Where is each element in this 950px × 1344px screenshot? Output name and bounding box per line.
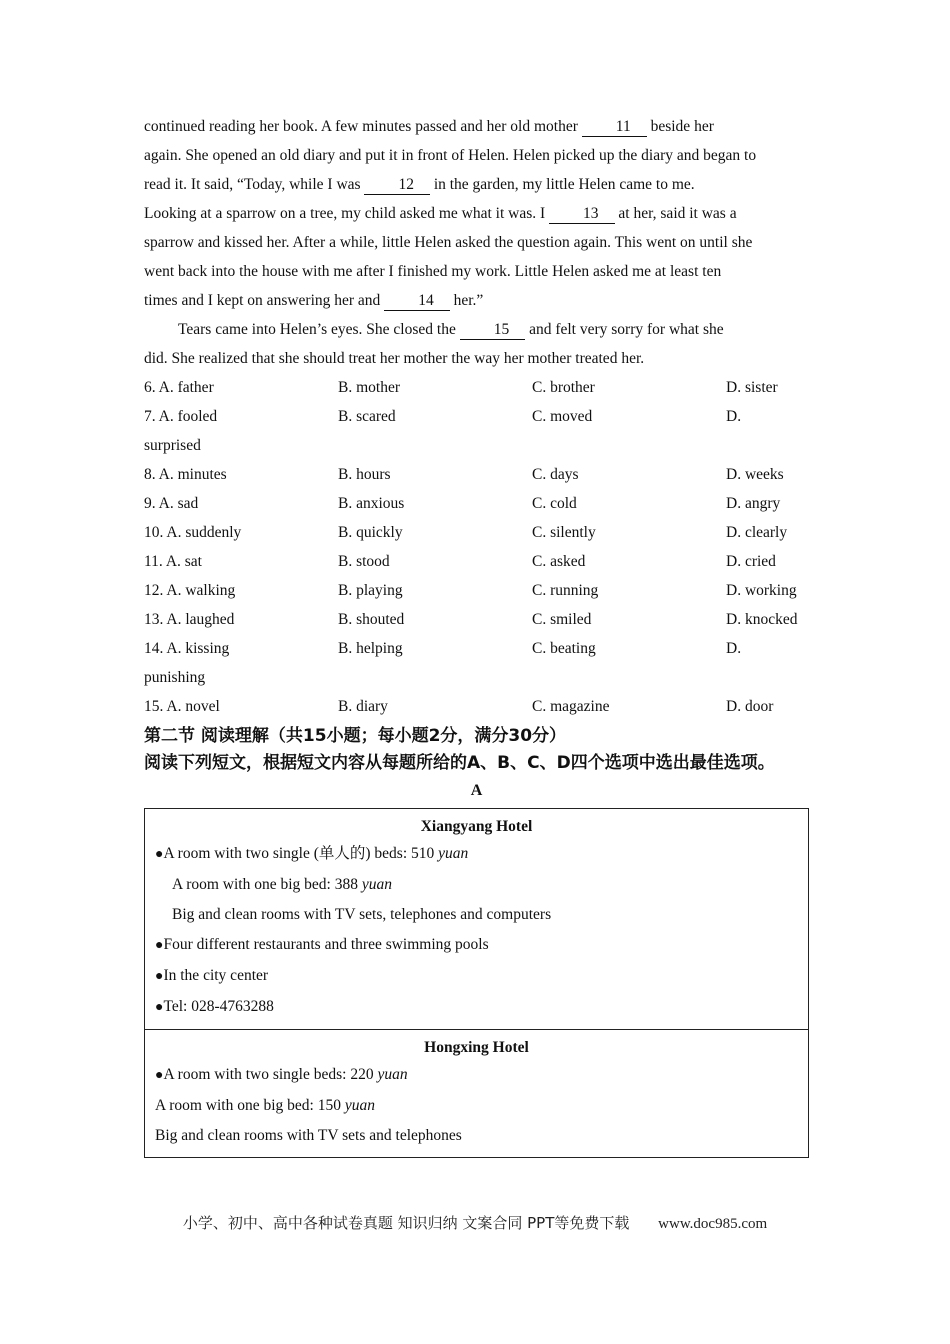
blank-number: 13 <box>549 205 615 224</box>
option-d: D. working <box>726 582 797 599</box>
passage-text: beside her <box>646 118 714 135</box>
bullet-icon: ● <box>155 847 164 862</box>
option-c: C. asked <box>532 553 586 570</box>
hotel-info-line <box>155 1060 798 1091</box>
option-c: C. beating <box>532 640 596 657</box>
option-d-wrapped: surprised <box>144 437 201 454</box>
passage-text: sparrow and kissed her. After a while, little Helen asked the question again. This went on until she <box>144 234 753 251</box>
passage-text: did. She realized that she should treat her mother the way her mother treated her. <box>144 350 645 367</box>
option-a: 7. A. fooled <box>144 408 218 425</box>
option-a: 12. A. walking <box>144 582 236 599</box>
option-b: B. anxious <box>338 495 405 512</box>
option-b: B. quickly <box>338 524 403 541</box>
option-d: D. <box>726 408 742 425</box>
option-a: 13. A. laughed <box>144 611 235 628</box>
option-a: 14. A. kissing <box>144 640 230 657</box>
passage-line <box>144 344 809 373</box>
option-row <box>144 373 809 402</box>
passage-text: continued reading her book. A few minutes passed and her old mother <box>144 118 582 135</box>
currency-unit: yuan <box>438 845 469 862</box>
option-c: C. running <box>532 582 599 599</box>
cloze-passage <box>144 112 809 315</box>
passage-line <box>144 257 809 286</box>
currency-unit: yuan <box>361 876 393 893</box>
passage-text: again. She opened an old diary and put it in front of Helen. Helen picked up the diary and began to <box>144 147 757 164</box>
option-a: 8. A. minutes <box>144 466 227 483</box>
passage-text: and felt very sorry for what she <box>525 321 724 338</box>
hotel-info-line <box>155 1121 798 1151</box>
cloze-passage-paragraph-2 <box>144 315 809 373</box>
option-c: C. brother <box>532 379 595 396</box>
option-b: B. playing <box>338 582 403 599</box>
option-row <box>144 402 809 431</box>
option-d: D. angry <box>726 495 781 512</box>
option-c: C. smiled <box>532 611 592 628</box>
hotel-info-text: A room with two single (单人的) beds: 510 <box>163 845 439 862</box>
bullet-icon: ● <box>155 1068 164 1083</box>
hotel-cell <box>145 809 808 1029</box>
passage-line <box>144 199 809 228</box>
currency-unit: yuan <box>377 1066 408 1083</box>
hotel-info-line <box>155 839 798 870</box>
option-row <box>144 634 809 663</box>
option-c: C. moved <box>532 408 593 425</box>
footer-text: 小学、初中、高中各种试卷真题 知识归纳 文案合同 PPT等免费下载 <box>182 1214 630 1232</box>
blank-number: 15 <box>460 321 526 340</box>
option-row <box>144 547 809 576</box>
option-c: C. silently <box>532 524 596 541</box>
footer-url: www.doc985.com <box>658 1216 768 1232</box>
passage-label: A <box>470 782 483 799</box>
passage-line <box>144 112 809 141</box>
option-a: 6. A. father <box>144 379 214 396</box>
hotel-name: Hongxing Hotel <box>424 1039 529 1056</box>
section-title: 第二节 阅读理解（共15小题；每小题2分，满分30分） <box>144 726 567 746</box>
blank-number: 12 <box>364 176 430 195</box>
hotel-info-line <box>155 870 798 900</box>
hotel-info-text: A room with one big bed: 388 <box>172 876 362 893</box>
passage-line <box>144 315 809 344</box>
hotel-info-line <box>155 961 798 992</box>
option-row <box>144 460 809 489</box>
page-footer <box>0 1210 950 1237</box>
option-a: 11. A. sat <box>144 553 202 570</box>
passage-text: in the garden, my little Helen came to me. <box>429 176 695 193</box>
bullet-icon: ● <box>155 969 164 984</box>
hotel-info-text: A room with one big bed: 150 <box>155 1097 345 1114</box>
option-row <box>144 605 809 634</box>
hotel-cell <box>145 1029 808 1157</box>
option-b: B. helping <box>338 640 403 657</box>
option-row <box>144 518 809 547</box>
passage-text: read it. It said, “Today, while I was <box>144 176 365 193</box>
option-b: B. hours <box>338 466 391 483</box>
option-row <box>144 692 809 721</box>
hotel-info-line <box>155 1091 798 1121</box>
option-d: D. door <box>726 698 774 715</box>
section-instruction: 阅读下列短文，根据短文内容从每题所给的A、B、C、D四个选项中选出最佳选项。 <box>144 753 775 773</box>
passage-line <box>144 286 809 315</box>
passage-line <box>144 141 809 170</box>
option-d: D. sister <box>726 379 778 396</box>
option-row <box>144 489 809 518</box>
hotel-info-line <box>155 992 798 1023</box>
option-b: B. stood <box>338 553 390 570</box>
cloze-options <box>144 373 809 721</box>
passage-text: Looking at a sparrow on a tree, my child asked me what it was. I <box>144 205 550 222</box>
option-b: B. scared <box>338 408 396 425</box>
option-b: B. diary <box>338 698 388 715</box>
bullet-icon: ● <box>155 938 164 953</box>
option-b: B. shouted <box>338 611 405 628</box>
hotel-info-text: Big and clean rooms with TV sets, telephones and computers <box>172 906 552 923</box>
option-d: D. cried <box>726 553 776 570</box>
bullet-icon: ● <box>155 1000 164 1015</box>
passage-line <box>144 228 809 257</box>
hotel-info-text: Tel: 028-4763288 <box>163 998 274 1015</box>
option-row <box>144 576 809 605</box>
hotel-info-line <box>155 900 798 930</box>
currency-unit: yuan <box>344 1097 376 1114</box>
blank-number: 14 <box>384 292 450 311</box>
passage-text: went back into the house with me after I finished my work. Little Helen asked me at least ten <box>144 263 722 280</box>
option-a: 9. A. sad <box>144 495 199 512</box>
option-a: 10. A. suddenly <box>144 524 242 541</box>
passage-text: at her, said it was a <box>614 205 737 222</box>
blank-number: 11 <box>582 118 647 137</box>
option-d: D. weeks <box>726 466 784 483</box>
passage-text: times and I kept on answering her and <box>144 292 385 309</box>
option-c: C. magazine <box>532 698 610 715</box>
hotel-info-text: A room with two single beds: 220 <box>163 1066 378 1083</box>
option-d-wrapped: punishing <box>144 669 206 686</box>
option-d: D. knocked <box>726 611 798 628</box>
passage-line <box>144 170 809 199</box>
option-d: D. <box>726 640 742 657</box>
hotel-table <box>144 808 809 1158</box>
option-a: 15. A. novel <box>144 698 220 715</box>
hotel-info-line <box>155 930 798 961</box>
option-d: D. clearly <box>726 524 788 541</box>
passage-text: Tears came into Helen’s eyes. She closed the <box>178 321 460 338</box>
hotel-info-text: In the city center <box>163 967 269 984</box>
hotel-info-text: Big and clean rooms with TV sets and telephones <box>155 1127 462 1144</box>
hotel-info-text: Four different restaurants and three swimming pools <box>163 936 489 953</box>
option-c: C. cold <box>532 495 577 512</box>
option-c: C. days <box>532 466 579 483</box>
option-b: B. mother <box>338 379 400 396</box>
hotel-name: Xiangyang Hotel <box>420 818 533 835</box>
exam-page <box>144 112 809 1158</box>
passage-text: her.” <box>449 292 484 309</box>
